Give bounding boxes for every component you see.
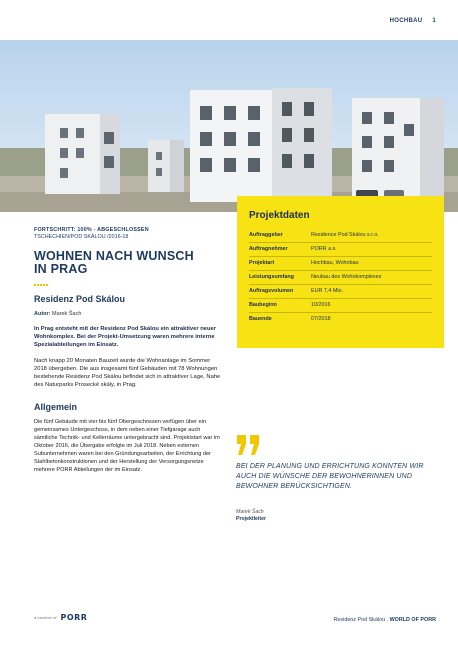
page-number: 1 [432,18,436,24]
project-data-value: Residence Pod Skálou s.r.o. [311,232,379,238]
project-data-value: PORR a.s. [311,246,337,252]
porr-logo [34,613,87,622]
quote-icon [236,435,262,455]
location-tag: TSCHECHIEN/POD SKÁLOU /2016-18 [34,234,129,240]
project-data-row [249,229,432,242]
page-header [390,18,436,24]
section-heading: Allgemein [34,402,78,412]
logo-wordmark: PORR [60,613,88,622]
article-subtitle: Residenz Pod Skálou [34,294,126,304]
article-column [34,227,224,474]
project-data-value: EUR 7,4 Mio. [311,288,344,294]
project-data-row [249,256,432,270]
section-label: HOCHBAU [389,18,423,24]
project-data-label: Auftraggeber [249,232,283,238]
dotted-divider [34,284,48,286]
project-data-table [249,229,432,326]
residential-buildings-image [0,40,458,212]
logo-small-text: a member of [34,615,57,620]
project-data-label: Leistungsumfang [249,274,294,280]
project-data-row [249,242,432,256]
project-data-row [249,270,432,284]
project-data-label: Auftragsvolumen [249,288,294,294]
title-line-2: IN PRAG [34,262,88,276]
author-line [34,311,224,317]
footer-brand: WORLD OF PORR [389,617,436,623]
project-data-label: Projektart [249,260,275,266]
project-data-value: Hochbau, Wohnbau [311,260,359,266]
quote-role: Projektleiter [236,516,266,522]
body-paragraph-1: Nach knapp 20 Monaten Bauzeit wurde die Wohnanlage im Sommer 2018 übergeben. Die aus insgesamt fünf Gebäuden mit 78 Wohnungen bestehende Residenz Pod Skálou befindet sich in attraktiver Lage, Nahe des Naturparks Prosecké skály, in Prag. [34,358,221,388]
footer-separator: . [385,617,390,623]
footer-title [334,617,436,623]
project-data-value: Neubau des Wohnkomplexes [311,274,382,280]
title-line-1: WOHNEN NACH WUNSCH [34,249,194,263]
project-data-heading: Projektdaten [249,210,310,221]
lead-paragraph: In Prag entsteht mit der Residenz Pod Skálou ein attraktiver neuer Wohnkomplex. Bei der Projekt-Umsetzung waren mehrere interne Spezialabteilungen im Einsatz. [34,326,217,348]
footer-project: Residenz Pod Skálou [333,617,386,623]
project-data-row [249,298,432,312]
project-data-row [249,284,432,298]
project-data-value: 10/2016 [311,302,331,308]
project-data-row [249,312,432,326]
pull-quote: BEI DER PLANUNG UND ERRICHTUNG KONNTEN WIR AUCH DIE WÜNSCHE DER BEWOHNERINNEN UND BEWOHNER BERÜCKSICHTIGEN. [236,463,424,490]
project-data-label: Bauende [249,316,272,322]
author-name: Marek Šach [52,311,82,317]
building-photo [0,40,458,212]
author-label: Autor: [34,311,51,317]
body-paragraph-2: Die fünf Gebäude mit vier bis fünf Obergeschossen verfügen über ein gemeinsames Untergeschoss, in dem neben einer Tiefgarage auch sämtliche Technik- und Kellerräume untergebracht sind. Projektstart war im Oktober 2016, die Übergabe erfolgte im Juli 2018. Neben externen Subunternehmen waren bei den Gründungsarbeiten, der Errichtung der Stahlbetonkonstruktionen und der Herstellung der Versorgungsnetze mehrere PORR Abteilungen der im Einsatz. [34,419,220,473]
project-data-label: Baubeginn [249,302,277,308]
progress-tag: FORTSCHRITT: 100% - ABGESCHLOSSEN [34,227,149,233]
quote-author: Marek Šach [236,509,264,515]
article-title [34,250,224,276]
project-data-label: Auftragnehmer [249,246,288,252]
project-data-box [237,196,444,348]
project-data-value: 07/2018 [311,316,331,322]
